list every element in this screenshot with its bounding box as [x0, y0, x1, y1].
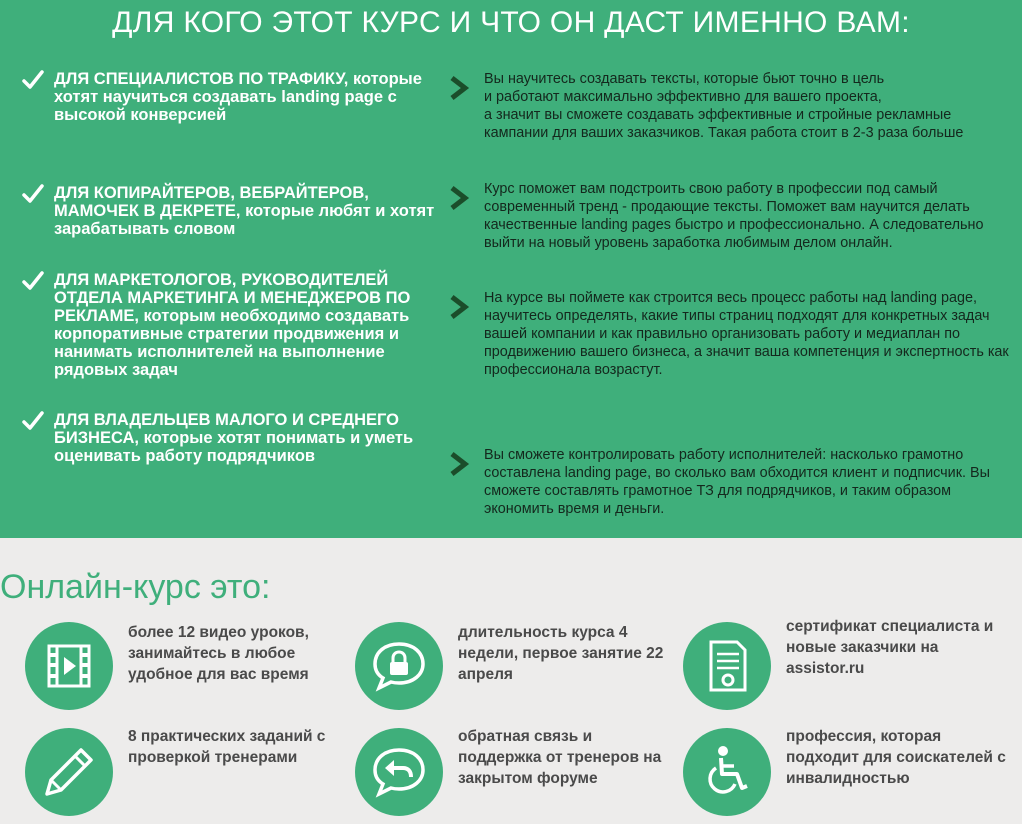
- audience-description: которые любят и хотят зарабатывать словом: [54, 202, 435, 238]
- benefit-text: На курсе вы поймете как строится весь процесс работы над landing page, научитесь определять, какие типы страниц подходят для конкретных задач вашей компании и как правильно организовать работу и медиаплан по продвижению вашего бизнеса, а значит ваша компетенция и экспертность как профессионала возрастут.: [484, 290, 1009, 378]
- audience-description: которые хотят понимать и уметь оценивать работу подрядчиков: [54, 429, 414, 465]
- reply-chat-icon: [369, 742, 429, 802]
- audience-item: [22, 184, 442, 238]
- feature-text: более 12 видео уроков, занимайтесь в любое удобное для вас время: [128, 624, 309, 683]
- benefit-item: [448, 70, 1018, 142]
- chevron-right-icon: [448, 452, 470, 476]
- feature-item: [25, 622, 355, 712]
- video-icon: [39, 636, 99, 696]
- feature-text: 8 практических заданий с проверкой тренерами: [128, 728, 326, 766]
- check-icon: [22, 270, 44, 292]
- check-icon: [22, 410, 44, 432]
- check-icon: [22, 183, 44, 205]
- feature-item: [683, 618, 1013, 712]
- benefit-item: [448, 180, 1018, 252]
- audience-highlight: ДЛЯ МАРКЕТОЛОГОВ, РУКОВОДИТЕЛЕЙ ОТДЕЛА МАРКЕТИНГА И МЕНЕДЖЕРОВ ПО РЕКЛАМЕ,: [54, 271, 411, 325]
- benefit-text: Вы сможете контролировать работу исполнителей: насколько грамотно составлена landing page, во сколько вам обходится клиент и подписчик. Вы сможете составлять грамотное ТЗ для подрядчиков, и таким образом экономить время и деньги.: [484, 447, 990, 517]
- audience-highlight: ДЛЯ КОПИРАЙТЕРОВ, ВЕБРАЙТЕРОВ, МАМОЧЕК В ДЕКРЕТЕ,: [54, 184, 369, 220]
- audience-item: [22, 70, 442, 124]
- audience-highlight: ДЛЯ СПЕЦИАЛИСТОВ ПО ТРАФИКУ,: [54, 70, 349, 88]
- online-course-title: Онлайн-курс это:: [0, 568, 271, 606]
- feature-text: длительность курса 4 недели, первое занятие 22 апреля: [458, 624, 664, 683]
- audience-item: [22, 271, 442, 379]
- chevron-right-icon: [448, 186, 470, 210]
- chevron-right-icon: [448, 295, 470, 319]
- pencil-icon: [39, 742, 99, 802]
- section-title: ДЛЯ КОГО ЭТОТ КУРС И ЧТО ОН ДАСТ ИМЕННО ВАМ:: [112, 6, 910, 39]
- wheelchair-icon: [697, 742, 757, 802]
- feature-text: обратная связь и поддержка от тренеров на закрытом форуме: [458, 728, 662, 787]
- certificate-icon: [697, 636, 757, 696]
- chevron-right-icon: [448, 76, 470, 100]
- benefit-item: [448, 289, 1018, 379]
- feature-text: профессия, которая подходит для соискателей с инвалидностью: [786, 728, 1006, 787]
- feature-item: [355, 728, 685, 818]
- audience-highlight: ДЛЯ ВЛАДЕЛЬЦЕВ МАЛОГО И СРЕДНЕГО БИЗНЕСА,: [54, 411, 399, 447]
- benefit-item: [448, 446, 1018, 518]
- benefit-text: Вы научитесь создавать тексты, которые бьют точно в цель и работают максимально эффективно для вашего проекта, а значит вы сможете создавать эффективные и стройные рекламные кампании для ваших заказчиков. Такая работа стоит в 2-3 раза больше: [484, 71, 964, 141]
- feature-text: сертификат специалиста и новые заказчики на assistor.ru: [786, 618, 994, 677]
- feature-item: [683, 728, 1013, 818]
- benefit-text: Курс поможет вам подстроить свою работу в профессии под самый современный тренд - продающие тексты. Поможет вам научится делать качественные landing pages быстро и профессионально. А следовательно выйти на новый уровень заработка любимым делом онлайн.: [484, 181, 984, 251]
- online-course-section: [0, 538, 1022, 824]
- audience-item: [22, 411, 442, 465]
- feature-item: [25, 728, 355, 818]
- lock-chat-icon: [369, 636, 429, 696]
- audience-description: которые хотят научиться создавать landing page с высокой конверсией: [54, 70, 422, 124]
- feature-item: [355, 622, 685, 712]
- audience-description: которым необходимо создавать корпоративные стратегии продвижения и нанимать исполнителей на выполнение рядовых задач: [54, 307, 410, 379]
- check-icon: [22, 69, 44, 91]
